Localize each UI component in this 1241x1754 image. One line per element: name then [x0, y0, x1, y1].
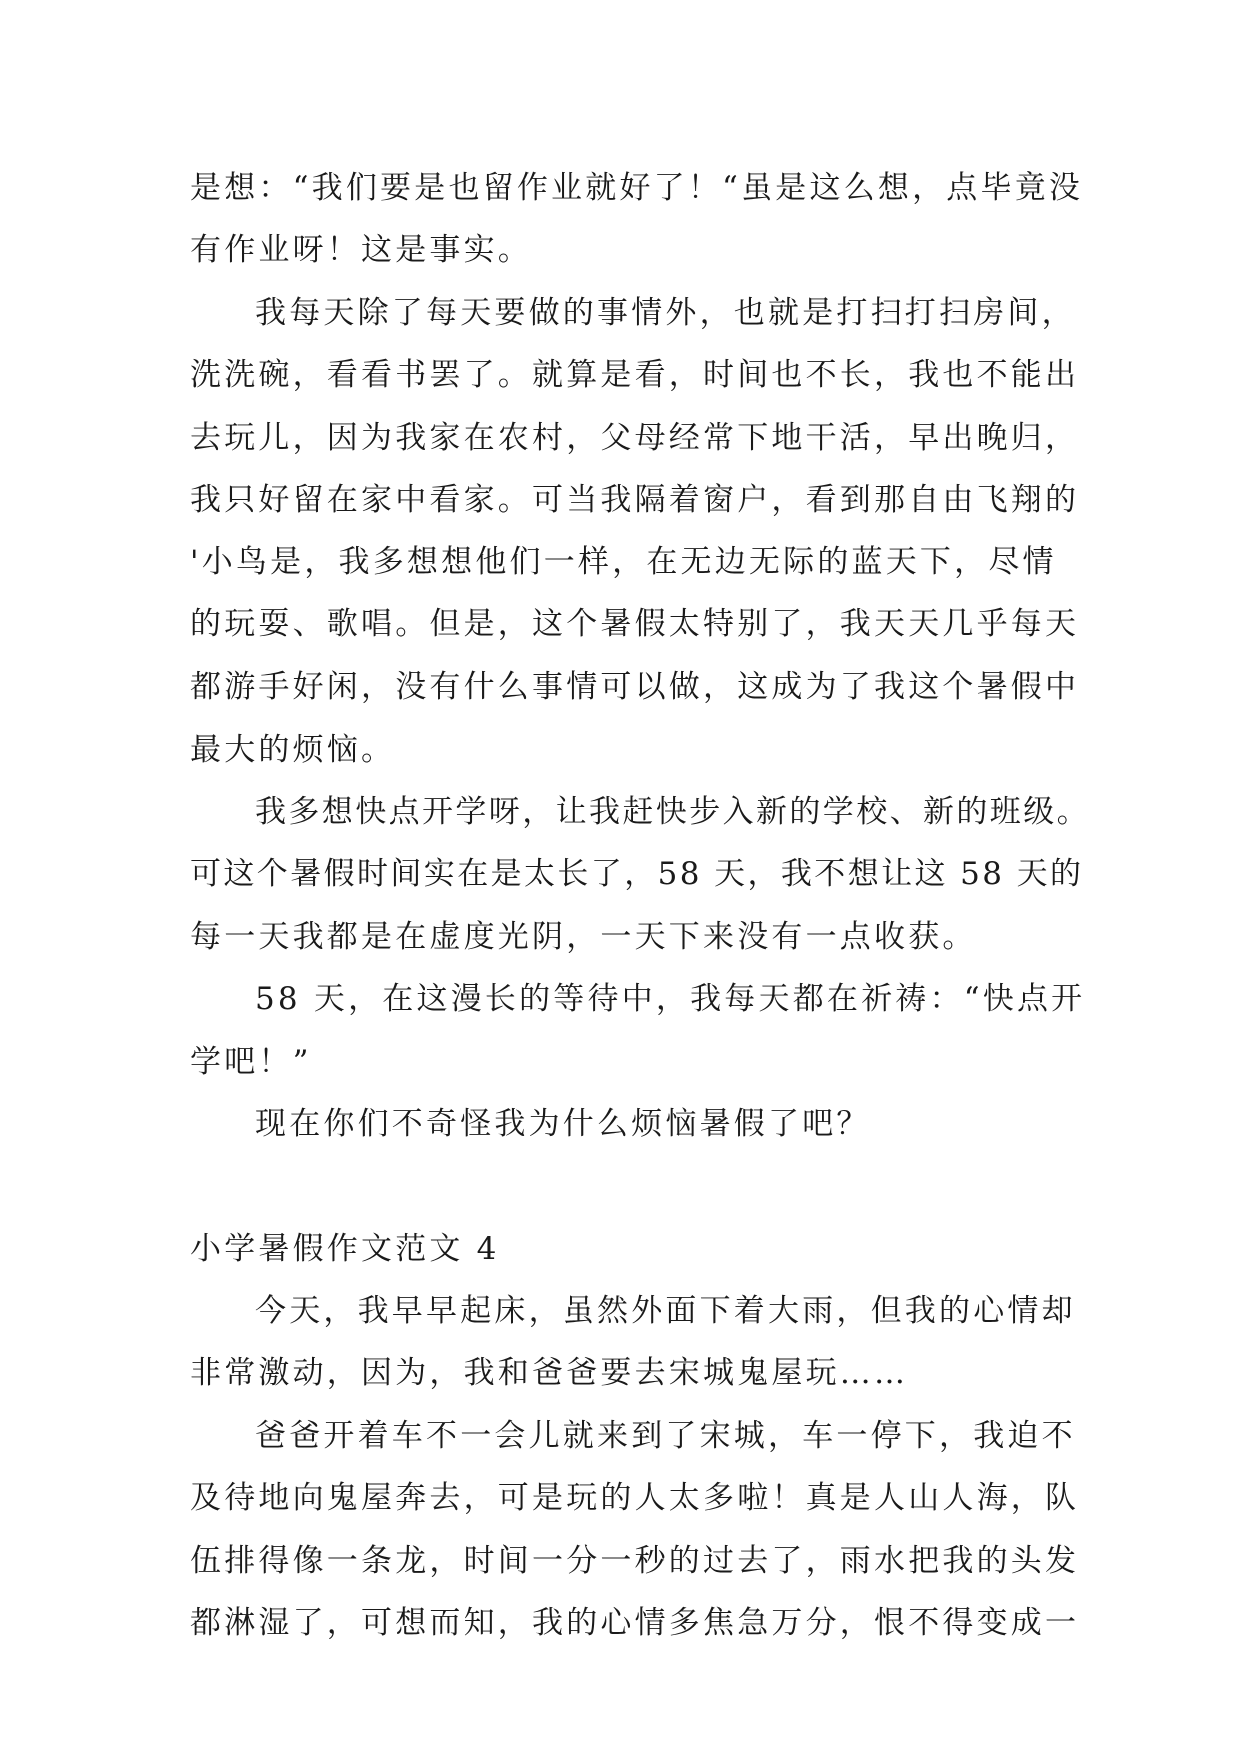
text-line: 每一天我都是在虚度光阴，一天下来没有一点收获。 [190, 919, 977, 955]
paragraph-start: 今天，我早早起床，虽然外面下着大雨，但我的心情却 [255, 1293, 1076, 1329]
text-line: 伍排得像一条龙，时间一分一秒的过去了，雨水把我的头发 [190, 1543, 1080, 1579]
paragraph-start: 现在你们不奇怪我为什么烦恼暑假了吧？ [255, 1106, 871, 1142]
text-line: 最大的烦恼。 [190, 732, 396, 768]
section-heading: 小学暑假作文范文 4 [190, 1231, 500, 1267]
text-line: 学吧！” [190, 1044, 312, 1080]
text-line: 我只好留在家中看家。可当我隔着窗户，看到那自由飞翔的 [190, 482, 1080, 518]
text-line: 可这个暑假时间实在是太长了，58 天，我不想让这 58 天的 [190, 856, 1084, 892]
text-line: 是想：“我们要是也留作业就好了！“虽是这么想，点毕竟没 [190, 170, 1084, 206]
text-line: 都淋湿了，可想而知，我的心情多焦急万分，恨不得变成一 [190, 1605, 1080, 1641]
text-line: '小鸟是，我多想想他们一样，在无边无际的蓝天下，尽情 [190, 544, 1057, 580]
text-line: 非常激动，因为，我和爸爸要去宋城鬼屋玩…… [190, 1355, 909, 1391]
text-line: 洗洗碗，看看书罢了。就算是看，时间也不长，我也不能出 [190, 357, 1080, 393]
paragraph-start: 爸爸开着车不一会儿就来到了宋城，车一停下，我迫不 [255, 1418, 1076, 1454]
text-line: 去玩儿，因为我家在农村，父母经常下地干活，早出晚归， [190, 420, 1080, 456]
paragraph-start: 我多想快点开学呀，让我赶快步入新的学校、新的班级。 [255, 794, 1090, 830]
text-line: 有作业呀！这是事实。 [190, 232, 532, 268]
paragraph-start: 我每天除了每天要做的事情外，也就是打扫打扫房间， [255, 295, 1076, 331]
text-line: 及待地向鬼屋奔去，可是玩的人太多啦！真是人山人海，队 [190, 1480, 1080, 1516]
text-line: 的玩耍、歌唱。但是，这个暑假太特别了，我天天几乎每天 [190, 606, 1080, 642]
text-line: 都游手好闲，没有什么事情可以做，这成为了我这个暑假中 [190, 669, 1080, 705]
paragraph-start: 58 天，在这漫长的等待中，我每天都在祈祷：“快点开 [255, 981, 1086, 1017]
